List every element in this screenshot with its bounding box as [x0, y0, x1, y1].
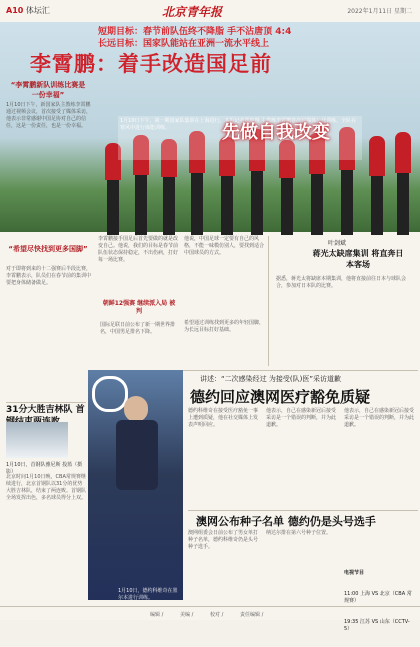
- basketball-photo: [6, 422, 68, 458]
- center-box-body: 国际足联日前公布了新一期世界排名，中国男足排名下降。: [100, 322, 176, 335]
- section2-kicker: 讲述：“二次感染经过 为接受(队)医”采访道歉: [200, 375, 341, 383]
- sidebar-kicker: 叶剑斌: [328, 240, 347, 247]
- player: [395, 132, 411, 235]
- basketball-caption: 1月10日，首钢队雅尼斯 投篮（摄影）: [6, 462, 83, 475]
- center-box-title: 朝鲜12强赛 继续派入局 被判: [102, 300, 176, 315]
- text-column: 1月10日下午，新国家队主教练李霄鹏通过视频会议，首次接受了媒体采访，他表示非常感谢中国足协对自己的信任，这是一份责任，也是一份幸福。: [6, 102, 92, 129]
- text-column: 德约科维奇在接受医疗豁免一事上遭到质疑，他在社交媒体上发表声明回应。: [188, 408, 259, 428]
- tv-title: 电视节目: [344, 570, 365, 576]
- tv-listing: [344, 556, 414, 632]
- page-footer: [0, 606, 420, 621]
- section-letter: A10: [6, 6, 24, 15]
- pull-quote: “希望尽快找到更多国脚”: [8, 245, 88, 253]
- hero-caption: 1月10日下午，第一期国家队集训在上海进行。本报记者郑璇摄 主教练李霄鹏首次对媒体公开训练，全队在寒风中进行体能训练。: [118, 116, 362, 160]
- newspaper-logo: 北京青年报: [162, 5, 223, 19]
- text-column: 纳达尔排在第六号种子位置。: [266, 530, 332, 536]
- footer-proof: 校对 /: [210, 612, 224, 618]
- left-story-title: 31分大胜吉林队 首: [6, 405, 85, 415]
- section-divider: [6, 402, 86, 403]
- tennis-racket-icon: [92, 376, 128, 412]
- section-label: [6, 5, 50, 16]
- slogan-line-1: 短期目标：春节前队伍终不降脂 手不沾唐顶 4:4: [98, 27, 292, 37]
- text-column: 澳网组委会日前公布了男女单打种子名单，德约科维奇仍是头号种子选手。: [188, 530, 259, 550]
- footer-editor: 编辑 /: [150, 612, 164, 618]
- footer-designer: 美编 /: [180, 612, 194, 618]
- section3-title: 澳网公布种子名单 德约仍是头号选手: [196, 515, 376, 528]
- main-headline: 李霄鹏：着手改造国足前: [30, 52, 272, 76]
- player: [369, 136, 385, 235]
- left-story-body: 北京时间1月10日晚，CBA常规赛继续进行，北京首钢队以31分的优势大胜吉林队，结束了两连败。首钢队全场发挥出色，多名球员得分上双。: [6, 474, 87, 501]
- text-column: 希望通过训练找到更多的年轻国脚，为长远目标打好基础。: [184, 320, 265, 333]
- hero-overlay-text: 先做自我改变: [222, 122, 330, 143]
- text-column: 对于即将到来的十二强赛后半段比赛，李霄鹏表示，队员们在春节前的集训中要把身体储备做足。: [6, 266, 92, 286]
- column-divider: [268, 236, 269, 366]
- section2-title: 德约回应澳网医疗豁免质疑: [190, 388, 371, 406]
- footer-chief: 责任编辑 /: [240, 612, 264, 618]
- text-column: 他表示，自己在感染新冠后接受采访是一个错误的判断，并为此道歉。: [266, 408, 337, 428]
- slogan-block: [98, 26, 348, 50]
- slogan-line-2: 长远目标：国家队能站在亚洲一流水平线上: [98, 39, 270, 49]
- text-column: 他表示，自己在感染新冠后接受采访是一个错误的判断，并为此道歉。: [344, 408, 415, 428]
- issue-date: 2022年1月11日 星期二: [347, 8, 412, 15]
- tv-line: 19:35 江苏 VS 山东（CCTV-5）: [344, 619, 410, 632]
- section-divider: [188, 510, 418, 511]
- page-header: [0, 0, 420, 23]
- section-name: 体坛汇: [25, 6, 50, 15]
- text-column: 他说，中国足球一定要有自己的风格，不能一味模仿别人，要找到适合中国球员的方式。: [184, 236, 265, 256]
- sidebar-title: 蒋光太缺席集训 将直奔日本客场: [312, 249, 404, 269]
- sidebar-body: 据悉，蒋光太将缺席本期集训，他将直接前往日本与球队会合，参加对日本队的比赛。: [276, 276, 407, 289]
- djokovic-photo: [88, 370, 183, 600]
- photo-caption: 1月10日，德约科维奇在墨尔本进行训练。: [118, 588, 178, 601]
- pull-quote: “李霄鹏新队训练比赛是一份幸福”: [10, 81, 86, 99]
- text-column: 李霄鹏接手国足后首先要做的就是改变自己。他说，我们的目标是春节前队伍状态保持稳定，不出伤病，打好每一场比赛。: [98, 236, 179, 263]
- tv-line: 11:00 上海 VS 北京（CBA 常规赛）: [344, 591, 412, 604]
